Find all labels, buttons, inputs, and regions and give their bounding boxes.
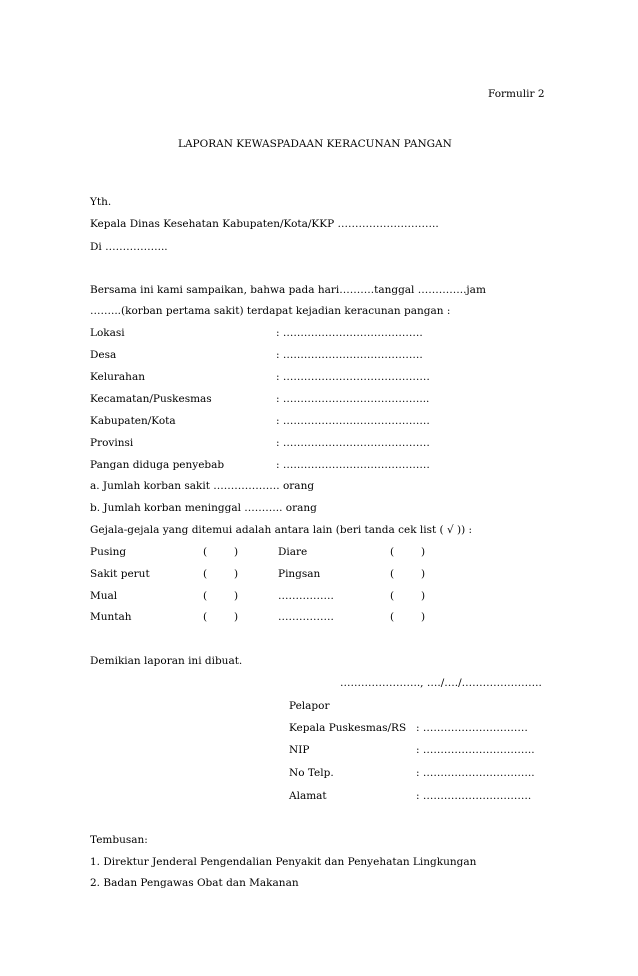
field-label-kabupaten: Kabupaten/Kota [90,415,176,427]
paren-open: ( [390,611,395,623]
field-value-kelurahan: : …………………………………… [276,371,430,383]
paren-open: ( [390,546,395,558]
recipient-line: Kepala Dinas Kesehatan Kabupaten/Kota/KKP ……………………….. [90,218,439,230]
paren-open: ( [203,568,208,580]
field-label-kecamatan: Kecamatan/Puskesmas [90,393,212,405]
page-title: LAPORAN KEWASPADAAN KERACUNAN PANGAN [178,138,452,150]
phone-value: : ………………………….. [416,767,535,779]
paren-close: ) [421,590,426,602]
reporter-label: Pelapor [289,700,330,712]
field-label-desa: Desa [90,349,117,361]
head-label: Kepala Puskesmas/RS [289,722,407,734]
intro-line-2: ……...(korban pertama sakit) terdapat kejadian keracunan pangan : [90,305,451,317]
tembusan-item-1: 1. Direktur Jenderal Pengendalian Penyakit dan Penyehatan Lingkungan [90,856,477,868]
paren-open: ( [203,590,208,602]
victims-sick: a. Jumlah korban sakit ………………. orang [90,480,315,492]
address-value: : …………………………. [416,790,532,802]
form-label: Formulir 2 [488,88,545,100]
date-line: ………………….., …./…./………………….. [340,677,542,689]
field-value-pangan: : …………………………………… [276,459,430,471]
intro-line-1: Bersama ini kami sampaikan, bahwa pada hari……….tanggal …………..jam [90,284,486,296]
symptom-left-3: Mual [90,590,118,602]
field-value-kecamatan: : …………………………………... [276,393,430,405]
field-label-lokasi: Lokasi [90,327,125,339]
paren-open: ( [203,611,208,623]
salutation: Yth. [90,196,112,208]
field-label-kelurahan: Kelurahan [90,371,145,383]
phone-label: No Telp. [289,767,334,779]
paren-close: ) [421,546,426,558]
address-label: Alamat [289,790,327,802]
paren-close: ) [421,568,426,580]
field-value-provinsi: : …………………………………… [276,437,430,449]
symptom-right-4: ……………. [278,611,334,623]
victims-dead: b. Jumlah korban meninggal ……….. orang [90,502,317,514]
head-value: : ………………………… [416,722,528,734]
symptom-left-2: Sakit perut [90,568,150,580]
symptoms-intro: Gejala-gejala yang ditemui adalah antara lain (beri tanda cek list ( √ )) : [90,524,473,536]
field-value-kabupaten: : …………………………………… [276,415,430,427]
nip-label: NIP [289,744,310,756]
closing-text: Demikian laporan ini dibuat. [90,655,243,667]
paren-close: ) [421,611,426,623]
symptom-left-1: Pusing [90,546,127,558]
field-label-pangan: Pangan diduga penyebab [90,459,225,471]
paren-close: ) [234,568,239,580]
paren-close: ) [234,590,239,602]
field-label-provinsi: Provinsi [90,437,134,449]
symptom-right-2: Pingsan [278,568,321,580]
tembusan-item-2: 2. Badan Pengawas Obat dan Makanan [90,877,299,889]
paren-close: ) [234,611,239,623]
paren-close: ) [234,546,239,558]
symptom-right-3: ……………. [278,590,334,602]
symptom-right-1: Diare [278,546,308,558]
tembusan-heading: Tembusan: [90,834,148,846]
location-line: Di ……………... [90,241,168,253]
paren-open: ( [390,568,395,580]
paren-open: ( [203,546,208,558]
field-value-desa: : …………………………………. [276,349,423,361]
symptom-left-4: Muntah [90,611,132,623]
paren-open: ( [390,590,395,602]
nip-value: : ………………………….. [416,744,535,756]
field-value-lokasi: : …………………………………. [276,327,423,339]
